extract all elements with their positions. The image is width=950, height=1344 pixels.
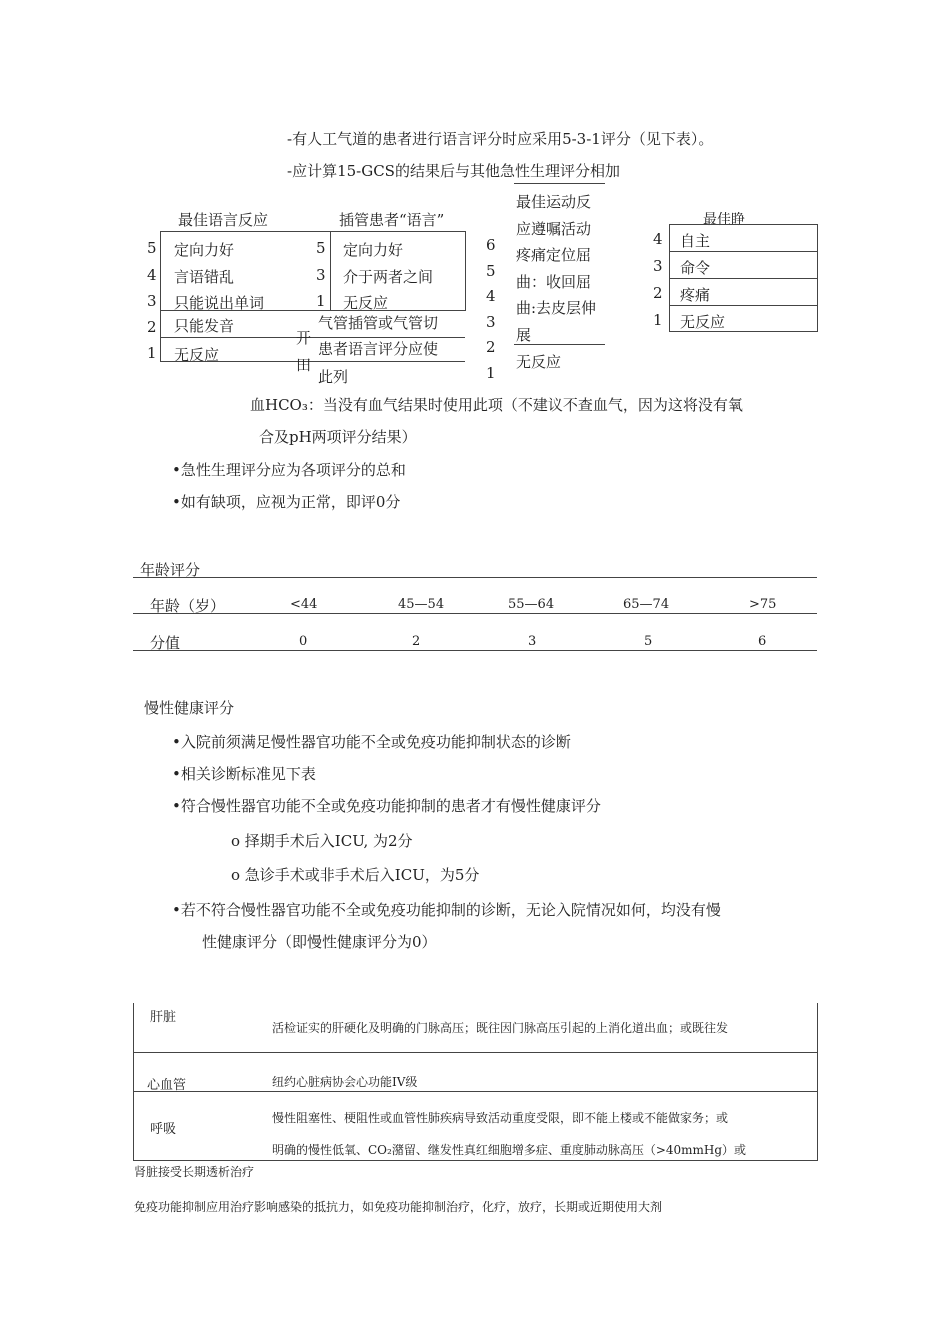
- motor-last: 无反应: [516, 353, 562, 371]
- organ-name: 呼吸: [150, 1122, 177, 1137]
- eye-score: 1: [653, 311, 663, 329]
- intubated-label: 介于两者之间: [343, 268, 434, 286]
- age-range: <44: [290, 597, 318, 612]
- organ-criteria: 慢性阻塞性、梗阻性或血管性肺疾病导致活动重度受限，即不能上楼或不能做家务；或: [272, 1111, 729, 1125]
- motor-score: 1: [486, 364, 496, 382]
- motor-header: 展: [516, 326, 532, 344]
- age-points: 0: [299, 634, 308, 649]
- verbal-score: 2: [147, 318, 157, 336]
- intubated-label: 定向力好: [343, 241, 404, 259]
- organ-name: 心血管: [147, 1078, 187, 1093]
- organ-criteria: 活检证实的肝硬化及明确的门脉高压；既往因门脉高压引起的上消化道出血；或既往发: [272, 1021, 729, 1035]
- age-points: 5: [644, 634, 653, 649]
- motor-score: 2: [486, 338, 496, 356]
- motor-score: 3: [486, 313, 496, 331]
- age-points: 6: [758, 634, 767, 649]
- age-range: 55—64: [508, 597, 555, 612]
- verbal-score: 4: [147, 266, 157, 284]
- verbal-label: 只能说出单词: [174, 294, 265, 312]
- motor-header: 最佳运动反: [516, 193, 592, 211]
- chronic-bullet: •相关诊断标准见下表: [172, 765, 316, 783]
- intro-line-1: -有人工气道的患者进行语言评分时应采用5-3-1评分（见下表）。: [287, 130, 714, 148]
- intubated-label: 无反应: [343, 294, 389, 312]
- intubated-score: 1: [316, 292, 326, 310]
- chronic-title: 慢性健康评分: [144, 699, 235, 717]
- eye-score: 3: [653, 257, 663, 275]
- motor-header: 疼痛定位屈: [516, 246, 592, 264]
- age-title: 年龄评分: [140, 561, 201, 579]
- eye-label: 自主: [680, 232, 711, 250]
- chronic-last-bullet-cont: 性健康评分（即慢性健康评分为0）: [202, 933, 437, 951]
- age-points: 2: [412, 634, 421, 649]
- motor-header: 曲:去皮层伸: [516, 299, 597, 317]
- age-header-label: 年龄（岁）: [150, 597, 226, 615]
- intubated-note: 此列: [318, 368, 349, 386]
- organ-after-line: 肾脏接受长期透析治疗: [134, 1165, 255, 1179]
- chronic-last-bullet: •若不符合慢性器官功能不全或免疫功能抑制的诊断，无论入院情况如何，均没有慢: [172, 901, 721, 919]
- intubated-fragment: 田: [296, 356, 312, 374]
- age-value-label: 分值: [150, 634, 181, 652]
- intubated-header: 插管患者“语言”: [339, 211, 445, 229]
- eye-score: 2: [653, 284, 663, 302]
- organ-after-line: 免疫功能抑制应用治疗影响感染的抵抗力，如免疫功能抑制治疗，化疗，放疗，长期或近期使用大剂: [134, 1200, 663, 1214]
- age-range: 45—54: [398, 597, 445, 612]
- organ-criteria: 纽约心脏病协会心功能IV级: [272, 1075, 418, 1089]
- intubated-note: 气管插管或气管切: [318, 314, 439, 332]
- chronic-sub-bullet: o 急诊手术或非手术后入ICU，为5分: [231, 866, 480, 884]
- intro-line-2: -应计算15-GCS的结果后与其他急性生理评分相加: [287, 162, 620, 180]
- eye-score: 4: [653, 230, 663, 248]
- verbal-score: 1: [147, 344, 157, 362]
- chronic-bullet: •入院前须满足慢性器官功能不全或免疫功能抑制状态的诊断: [172, 733, 571, 751]
- verbal-header: 最佳语言反应: [178, 211, 269, 229]
- intubated-note: 患者语言评分应使: [318, 340, 439, 358]
- intubated-score: 5: [316, 239, 326, 257]
- hco3-line-1: 血HCO₃：当没有血气结果时使用此项（不建议不查血气，因为这将没有氧: [250, 396, 743, 414]
- intubated-score: 3: [316, 266, 326, 284]
- organ-criteria: 明确的慢性低氧、CO₂潴留、继发性真红细胞增多症、重度肺动脉高压（>40mmHg）或: [272, 1143, 747, 1157]
- motor-score: 4: [486, 287, 496, 305]
- bullet-acute-missing: •如有缺项，应视为正常，即评0分: [172, 493, 401, 511]
- eye-label: 无反应: [680, 313, 726, 331]
- motor-header: 应遵嘱活动: [516, 220, 592, 238]
- verbal-score: 5: [147, 239, 157, 257]
- motor-header: 曲：收回屈: [516, 273, 592, 291]
- eye-label: 命令: [680, 259, 711, 277]
- verbal-score: 3: [147, 292, 157, 310]
- motor-score: 5: [486, 262, 496, 280]
- bullet-acute-sum: •急性生理评分应为各项评分的总和: [172, 461, 406, 479]
- age-range: >75: [749, 597, 777, 612]
- organ-name: 肝脏: [150, 1010, 177, 1025]
- verbal-label: 定向力好: [174, 241, 235, 259]
- chronic-bullet: •符合慢性器官功能不全或免疫功能抑制的患者才有慢性健康评分: [172, 797, 601, 815]
- motor-score: 6: [486, 236, 496, 254]
- eye-header: 最佳睁: [703, 212, 745, 228]
- eye-label: 疼痛: [680, 286, 711, 304]
- age-range: 65—74: [623, 597, 670, 612]
- age-points: 3: [528, 634, 537, 649]
- verbal-label: 无反应: [174, 346, 220, 364]
- intubated-fragment: 开: [296, 329, 312, 347]
- verbal-label: 只能发音: [174, 317, 235, 335]
- chronic-sub-bullet: o 择期手术后入ICU, 为2分: [231, 832, 413, 850]
- hco3-line-2: 合及pH两项评分结果）: [259, 428, 417, 446]
- verbal-label: 言语错乱: [174, 268, 235, 286]
